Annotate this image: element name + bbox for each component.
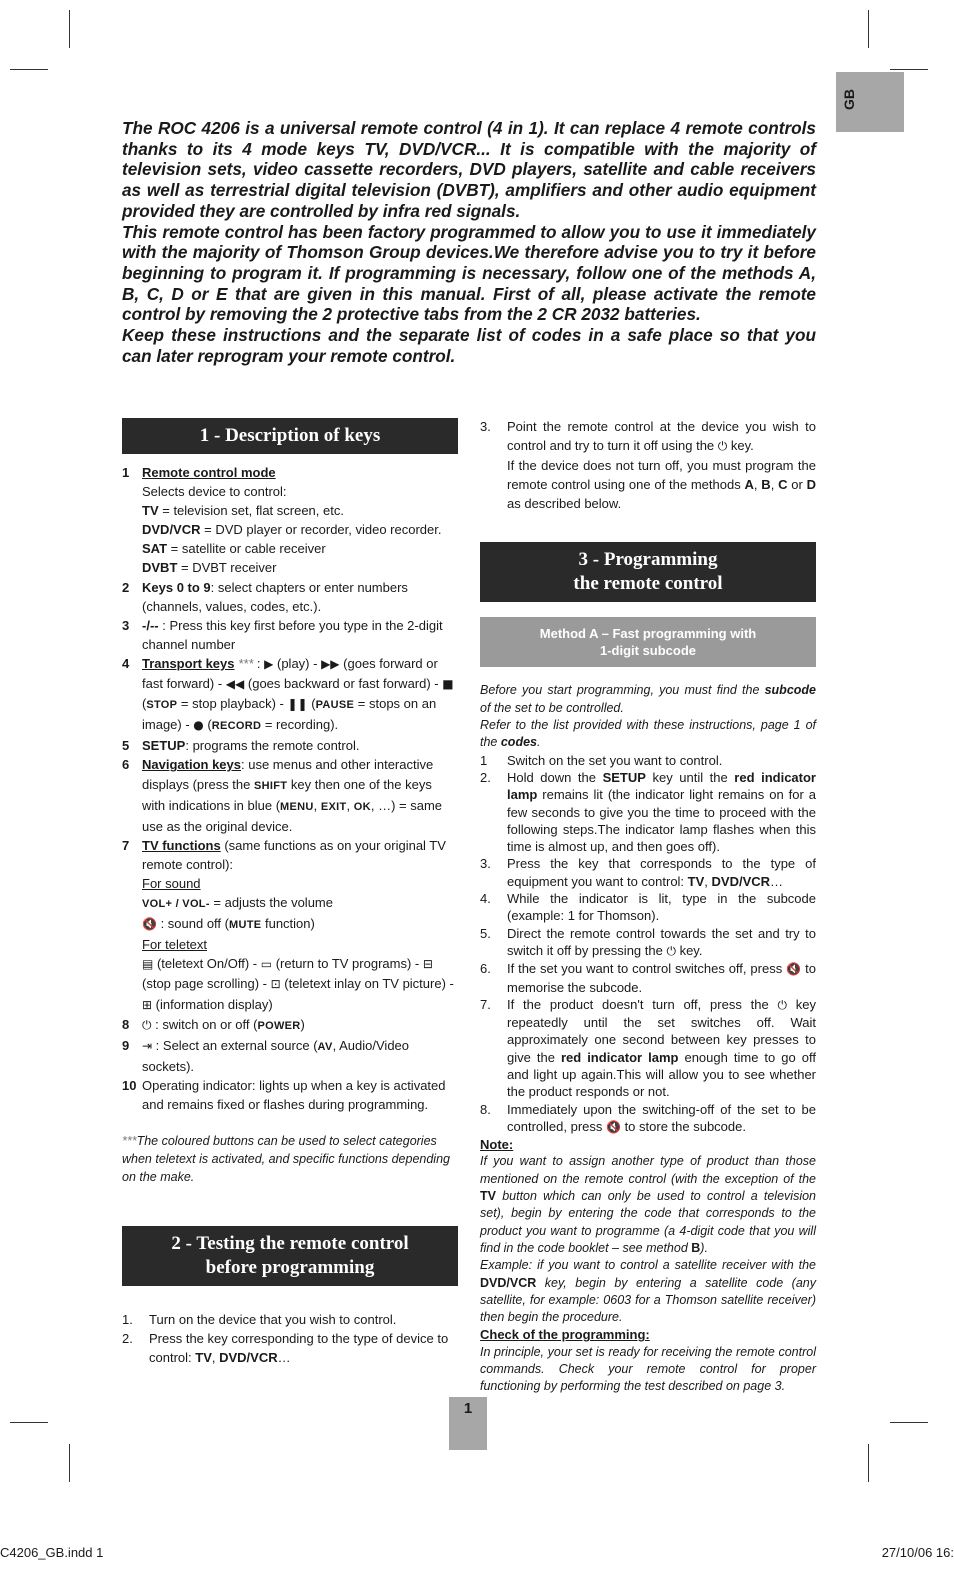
intro-paragraph: The ROC 4206 is a universal remote control (4 in 1). It can replace 4 remote controls thanks to its 4 mode keys TV, DVD/VCR... It is compatible with the majority of television sets, video cassette recorders, DVD players, satellite and cable receivers as well as terrestrial digital television (DVBT), amplifiers and other audio equipment provided they are controlled by infra red signals. bbox=[122, 118, 816, 221]
crop-mark bbox=[69, 1444, 70, 1482]
list-item: 4. While the indicator is lit, type in the subcode (example: 1 for Thomson). bbox=[480, 891, 816, 924]
list-item: 2 Keys 0 to 9: select chapters or enter numbers (channels, values, codes, etc.). bbox=[122, 579, 408, 614]
crop-mark bbox=[10, 69, 48, 70]
crop-mark bbox=[868, 1444, 869, 1482]
language-tab bbox=[836, 72, 904, 132]
inlay-icon: ⊡ bbox=[270, 977, 281, 992]
power-icon: ⏻ bbox=[717, 439, 728, 454]
mute-icon: 🔇 bbox=[786, 962, 802, 977]
footnote: ***The coloured buttons can be used to select categories when teletext is activated, and specific functions depending on the make. bbox=[122, 1134, 450, 1185]
intro-paragraph: Keep these instructions and the separate list of codes in a safe place so that you can later reprogram your remote control. bbox=[122, 325, 816, 366]
list-item: 3 -/-- : Press this key first before you type in the 2-digit channel number bbox=[122, 617, 443, 652]
intro-paragraph: This remote control has been factory programmed to allow you to use it immediately with the majority of Thomson Group devices.We therefore advise you to try it before beginning to program it. If programming is necessary, follow one of the methods A, B, C, D or E that are given in this manual. First of all, please activate the remote control by removing the 2 protective tabs from the 2 CR 2032 batteries. bbox=[122, 221, 816, 325]
crop-mark bbox=[69, 10, 70, 48]
list-item: 7. If the product doesn't turn off, press the ⏻ key repeatedly until the set switches off. Wait approximately one second between key presses to give the red indicator lamp enough time to go off and light up again.This will allow you to see whether the product responds or not. bbox=[480, 996, 816, 1100]
hold-icon: ⊟ bbox=[422, 957, 433, 972]
list-item: 9 ⇥ : Select an external source (AV, Audio/Video sockets). bbox=[122, 1037, 410, 1074]
play-icon: ▶ bbox=[264, 656, 274, 671]
check-text: In principle, your set is ready for receiving the remote control commands. Check your remote control for proper functioning by performing the test described on page 3. bbox=[480, 1344, 816, 1394]
page-number: 1 bbox=[449, 1397, 487, 1450]
note-text: If you want to assign another type of product than those mentioned on the remote control (with the exception of the TV button which can only be used to control a television set), begin by entering the code that corresponds to the product you want to programme (a 4-digit code that you will find in the code booklet – see method B). Example: if you want to control a satellite receiver with the DVD/VCR key, begin by entering a satellite code (any satellite, for example: 0603 for a Thomson satellite receiver) then begin the procedure. bbox=[480, 1154, 816, 1325]
list-item: 5 SETUP: programs the remote control. bbox=[122, 738, 360, 754]
test-steps-continued bbox=[480, 417, 816, 513]
left-column bbox=[122, 418, 458, 1367]
footer-filename: C4206_GB.indd 1 bbox=[0, 1545, 104, 1560]
source-icon: ⇥ bbox=[142, 1038, 153, 1053]
footer-date: 27/10/06 16: bbox=[881, 1545, 954, 1560]
section-heading: 3 - Programming the remote control bbox=[480, 542, 816, 602]
list-item: 1. Turn on the device that you wish to control. bbox=[122, 1312, 397, 1328]
rewind-icon: ◀◀ bbox=[225, 677, 245, 692]
keys-list bbox=[122, 463, 458, 1114]
power-icon: ⏻ bbox=[142, 1017, 152, 1032]
method-heading: Method A – Fast programming with 1-digit subcode bbox=[480, 617, 816, 667]
teletext-icon: ▤ bbox=[142, 957, 154, 972]
section-heading: 1 - Description of keys bbox=[122, 418, 458, 454]
list-item: 2. Press the key corresponding to the type of device to control: TV, DVD/VCR… bbox=[122, 1331, 449, 1366]
crop-mark bbox=[10, 1422, 48, 1423]
language-tab-label: GB bbox=[841, 89, 857, 110]
right-column bbox=[480, 418, 816, 1396]
check-title: Check of the programming: bbox=[480, 1327, 650, 1343]
pause-icon: ❚❚ bbox=[287, 697, 308, 712]
power-icon: ⏻ bbox=[777, 997, 787, 1012]
list-item: 10 Operating indicator: lights up when a key is activated and remains fixed or flashes during programming. bbox=[122, 1077, 446, 1112]
list-item: 7 TV functions (same functions as on your original TV remote control): For sound VOL+ / VOL- = adjusts the volume 🔇 : sound off (MUTE function) For teletext ▤ (teletext On/Off) - ▭ (return to TV programs) - ⊟ (stop page scrolling) - ⊡ (teletext inlay on TV picture) - ⊞ (information display) bbox=[122, 837, 454, 1012]
power-icon: ⏻ bbox=[666, 943, 676, 958]
test-steps bbox=[122, 1310, 458, 1367]
list-item: 8 ⏻ : switch on or off (POWER) bbox=[122, 1016, 305, 1032]
list-item: 6 Navigation keys: use menus and other interactive displays (press the SHIFT key then one of the keys with indications in blue (MENU, EXIT, OK, …) = same use as the original device. bbox=[122, 757, 443, 834]
fast-forward-icon: ▶▶ bbox=[321, 656, 340, 671]
programming-steps bbox=[480, 752, 816, 1137]
method-intro: Before you start programming, you must find the subcode of the set to be controlled. Refer to the list provided with these instructions, page 1 of the codes. bbox=[480, 683, 816, 750]
list-item: 1 Switch on the set you want to control. bbox=[480, 752, 723, 768]
crop-mark bbox=[868, 10, 869, 48]
section-heading: 2 - Testing the remote control before programming bbox=[122, 1226, 458, 1286]
list-item: 2. Hold down the SETUP key until the red indicator lamp remains lit (the indicator light remains on for a few seconds to give you the time to proceed with the following steps.The indicator lamp flashes when this time is almost up, and then goes off). bbox=[480, 769, 816, 855]
mute-icon: 🔇 bbox=[142, 917, 157, 932]
mute-icon: 🔇 bbox=[606, 1119, 621, 1134]
crop-mark bbox=[890, 1422, 928, 1423]
note-title: Note: bbox=[480, 1137, 514, 1153]
list-item: 3. Press the key that corresponds to the type of equipment you want to control: TV, DVD/VCR… bbox=[480, 856, 816, 889]
list-item: 4 Transport keys *** : ▶ (play) - ▶▶ (goes forward or fast forward) - ◀◀ (goes backward or fast forward) - ■ (STOP = stop playback) - ❚❚ (PAUSE = stops on an image) - ● (RECORD = recording). bbox=[122, 655, 454, 733]
list-item: 3. Point the remote control at the device you wish to control and try to turn it off using the ⏻ key. If the device does not turn off, you must program the remote control using one of the methods A, B, C or D as described below. bbox=[480, 419, 816, 512]
crop-mark bbox=[890, 69, 928, 70]
list-item: 1 Remote control mode Selects device to control: TV = television set, flat screen, etc. DVD/VCR = DVD player or recorder, video recorder. SAT = satellite or cable receiver DVBT = DVBT receiver bbox=[122, 465, 442, 576]
list-item: 5. Direct the remote control towards the set and try to switch it off by pressing the ⏻ key. bbox=[480, 925, 816, 958]
tv-icon: ▭ bbox=[260, 957, 273, 972]
stop-icon: ■ bbox=[442, 677, 454, 692]
intro-text bbox=[122, 118, 816, 366]
record-icon: ● bbox=[193, 718, 204, 733]
list-item: 8. Immediately upon the switching-off of the set to be controlled, press 🔇 to store the subcode. bbox=[480, 1101, 816, 1134]
info-icon: ⊞ bbox=[142, 997, 153, 1012]
list-item: 6. If the set you want to control switches off, press 🔇 to memorise the subcode. bbox=[480, 961, 816, 995]
